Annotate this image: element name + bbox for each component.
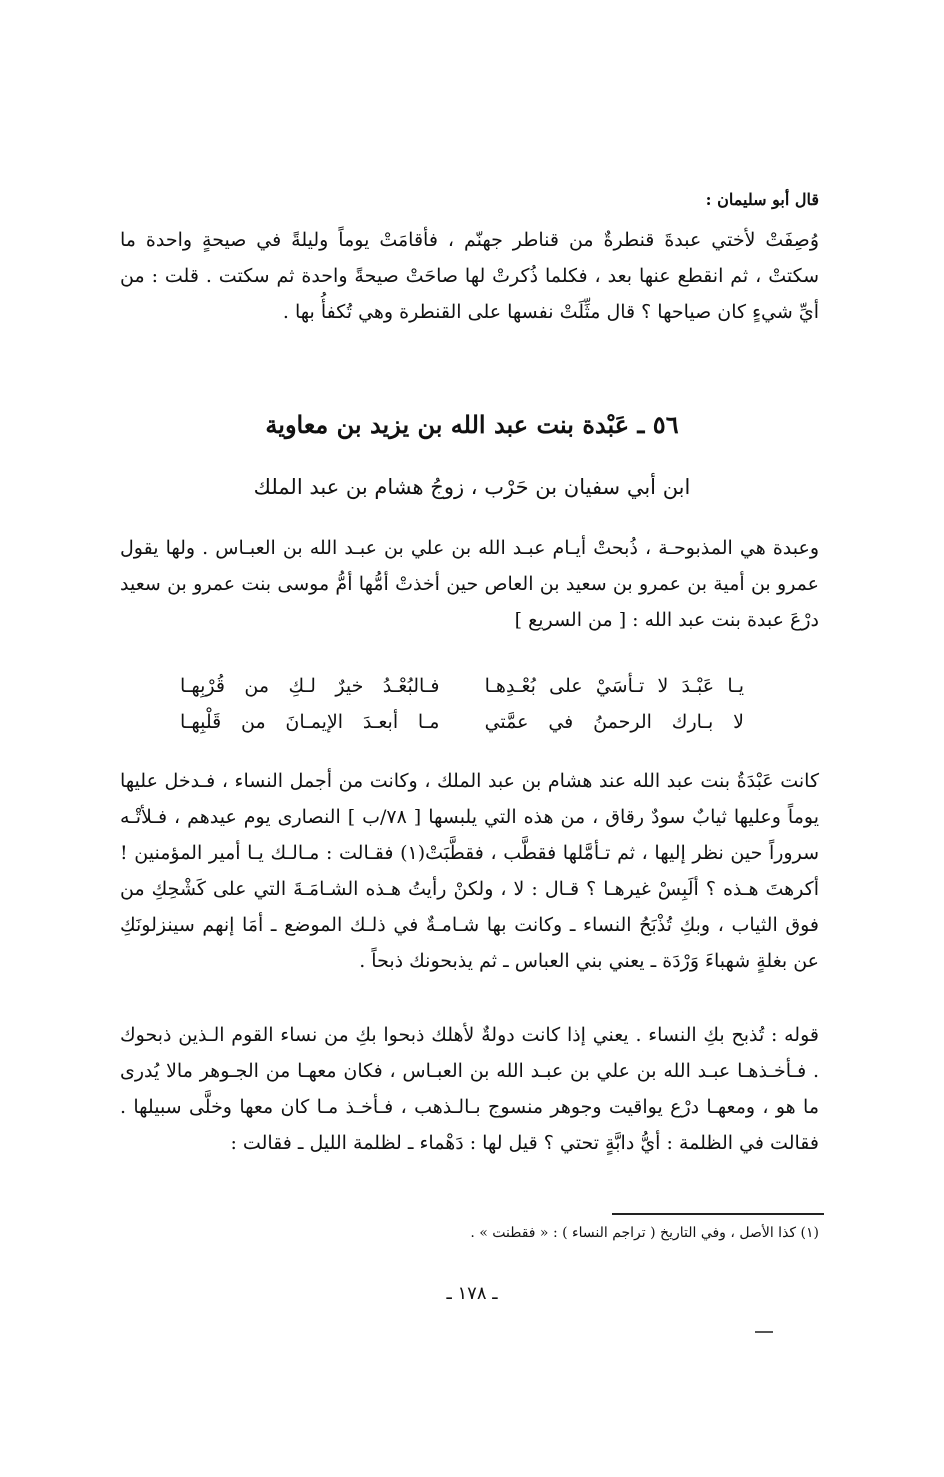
verse-hemistich-second: مـا أبعـدَ الإيمـانَ من قَلْبِهـا [180,711,440,733]
verse-block [180,668,744,744]
verse-hemistich-first: يـا عَبْـدَ لا تـأسَيْ على بُعْـدِهـا [484,675,744,697]
verse-hemistich-second: فـالبُعْـدُ خيرٌ لـكِ من قُرْبِهـا [180,675,440,697]
verse-line [180,668,744,704]
page-number: ـ ١٧٨ ـ [446,1283,498,1304]
scan-mark [755,1331,773,1333]
section-heading: ٥٦ ـ عَبْدة بنت عبد الله بن يزيد بن معاوية [265,410,679,439]
paragraph-3: قوله : تُذبح بكِ النساء . يعني إذا كانت دولةٌ لأهلك ذبحوا بكِ من نساء القوم الـذين ذبحوك . فـأخـذهـا عبـد الله بن علي بن عبـد الله بن العبـاس ، فكان معهـا من الجـوهر مالا يُدرى ما هو ، ومعهـا درْع يواقيت وجوهر منسوج بـالـذهب ، فـأخـذ مـا كان معها وخلَّى سبيلها . فقالت في الظلمة : أيُّ دابَّةٍ تحتي ؟ قيل لها : دَهْماء ـ لظلمة الليل ـ فقالت : [120,1024,819,1154]
footnote: (١) كذا الأصل ، وفي التاريخ ( تراجم النساء ) : « فقطنت » . [470,1225,819,1241]
verse-line [180,704,744,740]
intro-paragraph: وُصِفَتْ لأختي عبدةَ قنطرةٌ من قناطر جهنّم ، فأقامَتْ يوماً وليلةً في صيحةٍ واحدة ما سكتتْ ، ثم انقطع عنها بعد ، فكلما ذُكرتْ لها صاحَتْ صيحةً واحدة ثم سكتت . قلت : من أيِّ شيءٍ كان صياحها ؟ قال مثِّلَتْ نفسها على القنطرة وهي تُكفأُ بها . [120,229,819,323]
section-subheading: ابن أبي سفيان بن حَرْب ، زوجُ هشام بن عبد الملك [253,475,691,499]
paragraph-2: كانت عَبْدَةُ بنت عبد الله عند هشام بن عبد الملك ، وكانت من أجمل النساء ، فـدخل عليها يوماً وعليها ثيابٌ سودٌ رقاق ، من هذه التي يلبسها [ ٧٨/ب ] النصارى يوم عيدهم ، فـلأتْـه سروراً حين نظر إليها ، ثم تـأمَّلها فقطَّب ، فقطَّبَتْ(١) فقـالت : مـالـك يـا أمير المؤمنين ! أكرهتَ هـذه ؟ ألَبِسْ غيرهـا ؟ قـال : لا ، ولكنْ رأيتُ هـذه الشـامَـةَ التي على كَشْحِكِ من فوق الثياب ، وبكِ تُذْبَحُ النساء ـ وكانت بها شـامـةٌ في ذلـك الموضع ـ أمَا إنهم سينزلونَكِ عن بغلةٍ شهباءَ وَرْدَة ـ يعني بني العباس ـ ثم يذبحونك ذبحاً . [120,770,819,972]
intro-label: قال أبو سليمان : [705,190,819,209]
footnote-divider [612,1213,824,1215]
verse-hemistich-first: لا بـارك الرحمنُ في عمَّتي [484,711,744,733]
paragraph-1: وعبدة هي المذبوحـة ، ذُبحتْ أيـام عبـد الله بن علي بن عبـد الله بن العبـاس . ولها يقول عمرو بن أمية بن عمرو بن سعيد بن العاص حين أخذتْ أمُّها أمُّ موسى بنت عمرو بن سعيد درْعَ عبدة بنت عبد الله : [ من السريع ] [120,537,819,631]
